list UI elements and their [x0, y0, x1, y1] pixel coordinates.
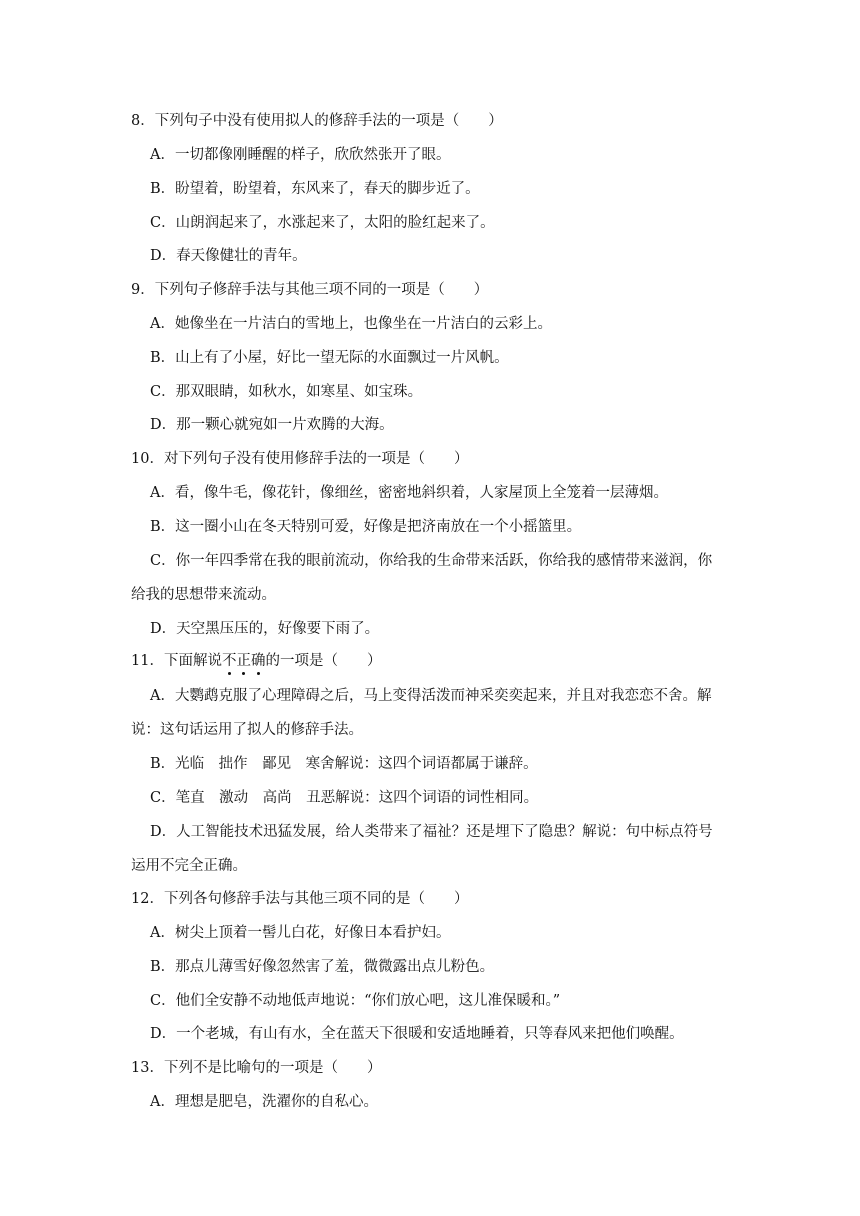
question-9-option-a: A．她像坐在一片洁白的雪地上，也像坐在一片洁白的云彩上。	[150, 316, 552, 332]
question-11-option-d: D．人工智能技术迅猛发展，给人类带来了福祉？还是埋下了隐患？解说：句中标点符号	[150, 824, 713, 840]
question-12-option-a: A．树尖上顶着一髻儿白花，好像日本看护妇。	[150, 925, 451, 941]
question-10-option-c: C．你一年四季常在我的眼前流动，你给我的生命带来活跃，你给我的感情带来滋润，你	[150, 553, 713, 569]
question-10-option-b: B．这一圈小山在冬天特别可爱，好像是把济南放在一个小摇篮里。	[150, 519, 582, 535]
question-8-option-a: A．一切都像刚睡醒的样子，欣欣然张开了眼。	[150, 147, 451, 163]
question-12-option-b: B．那点儿薄雪好像忽然害了羞，微微露出点儿粉色。	[150, 959, 495, 975]
question-11-stem	[131, 651, 381, 671]
question-10-option-d: D．天空黑压压的，好像要下雨了。	[150, 621, 380, 637]
question-12-option-c: C．他们全安静不动地低声地说：“你们放心吧，这儿准保暖和。”	[150, 993, 561, 1009]
question-9-option-c: C．那双眼睛，如秋水，如寒星、如宝珠。	[150, 384, 423, 400]
question-11-stem-prefix: 11．下面解说	[131, 653, 222, 669]
question-8-option-c: C．山朗润起来了，水涨起来了，太阳的脸红起来了。	[150, 215, 495, 231]
question-12-option-d: D．一个老城，有山有水，全在蓝天下很暖和安适地睡着，只等春风来把他们唤醒。	[150, 1026, 684, 1042]
question-13-stem: 13．下列不是比喻句的一项是（ ）	[131, 1060, 382, 1076]
question-12-stem: 12．下列各句修辞手法与其他三项不同的是（ ）	[131, 891, 469, 907]
emphasis-char: 不	[221, 653, 237, 669]
question-11-option-b: B．光临 拙作 鄙见 寒舍解说：这四个词语都属于谦辞。	[150, 756, 538, 772]
question-11-option-c: C．笔直 激动 高尚 丑恶解说：这四个词语的词性相同。	[150, 790, 539, 806]
question-10-option-a: A．看，像牛毛，像花针，像细丝，密密地斜织着，人家屋顶上全笼着一层薄烟。	[150, 485, 668, 501]
question-9-option-b: B．山上有了小屋，好比一望无际的水面飘过一片风帆。	[150, 350, 509, 366]
question-9-option-d: D．那一颗心就宛如一片欢腾的大海。	[150, 417, 394, 433]
question-9-stem: 9．下列句子修辞手法与其他三项不同的一项是（ ）	[131, 282, 489, 298]
question-8-option-d: D．春天像健壮的青年。	[150, 248, 307, 264]
emphasis-char: 正	[236, 653, 251, 669]
question-11-option-d-continued: 运用不完全正确。	[131, 858, 247, 874]
emphasis-char: 确	[250, 653, 266, 669]
question-8-stem: 8．下列句子中没有使用拟人的修辞手法的一项是（ ）	[131, 113, 503, 129]
question-11-option-a-continued: 说：这句话运用了拟人的修辞手法。	[131, 722, 363, 738]
question-11-option-a: A．大鹦鹉克服了心理障碍之后，马上变得活泼而神采奕奕起来，并且对我恋恋不舍。解	[150, 688, 712, 704]
question-13-option-a: A．理想是肥皂，洗濯你的自私心。	[150, 1094, 378, 1110]
question-10-option-c-continued: 给我的思想带来流动。	[131, 587, 276, 603]
question-11-stem-suffix: 的一项是（ ）	[265, 653, 382, 669]
question-10-stem: 10．对下列句子没有使用修辞手法的一项是（ ）	[131, 451, 469, 467]
question-8-option-b: B．盼望着，盼望着，东风来了，春天的脚步近了。	[150, 181, 480, 197]
